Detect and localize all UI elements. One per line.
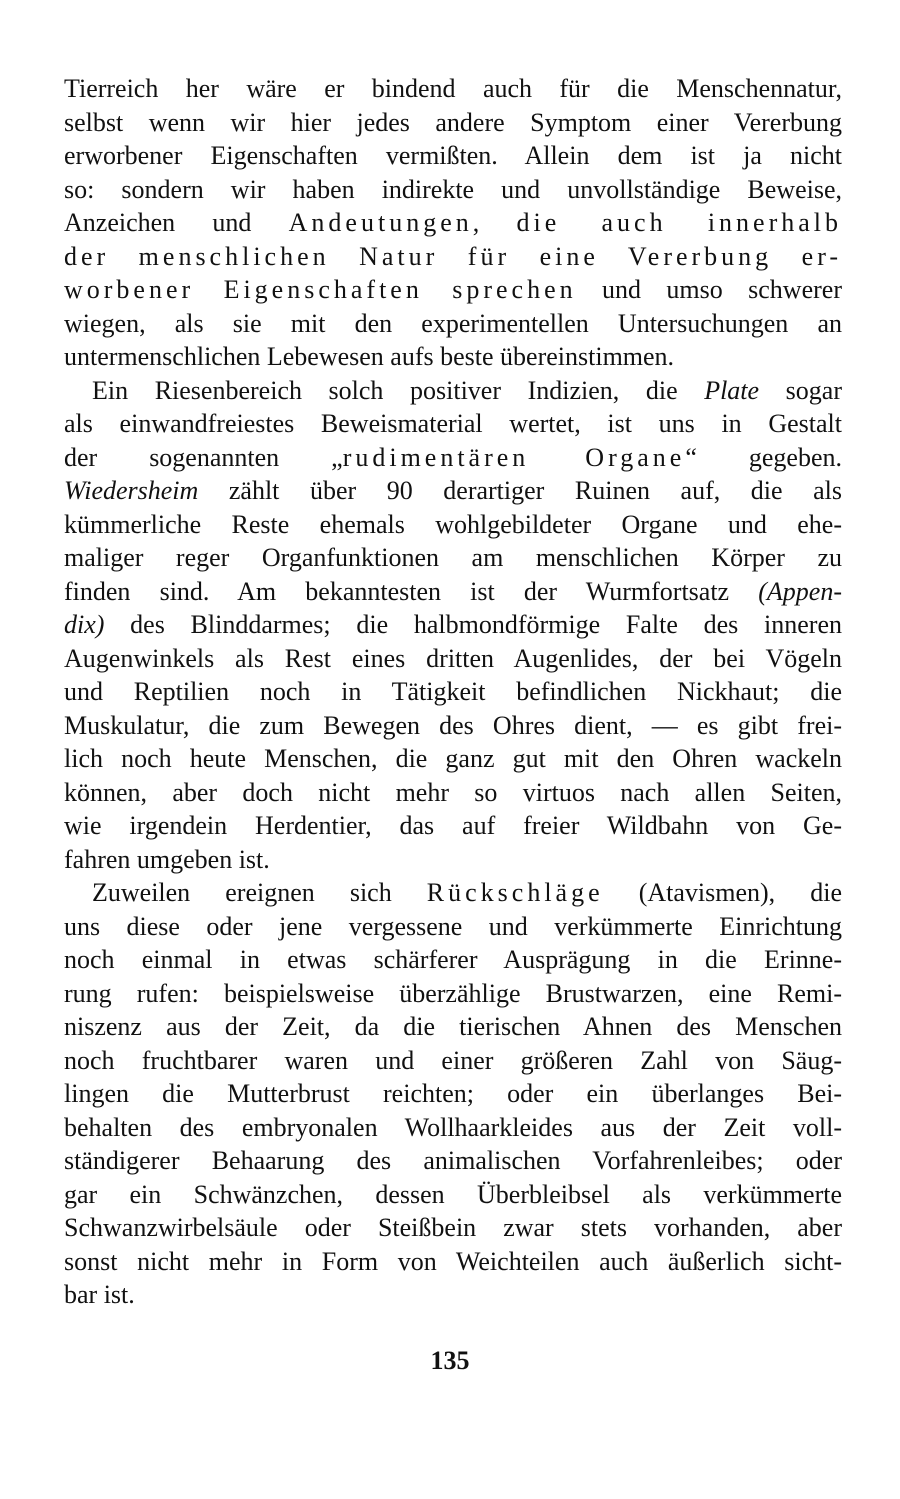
- text-line: [64, 474, 842, 508]
- text-line: [64, 608, 842, 642]
- text-run: und umso schwerer: [576, 275, 842, 304]
- page-number: 135: [430, 1346, 470, 1375]
- text-run: bar ist.: [64, 1280, 135, 1309]
- text-line: [64, 1245, 842, 1279]
- text-line: [64, 307, 842, 341]
- spaced-text: Andeutungen: [288, 208, 473, 237]
- text-line: [64, 508, 842, 542]
- text-run: noch fruchtbarer waren und einer größeren Zahl von Säug-: [64, 1045, 842, 1075]
- text-run: gar ein Schwänzchen, dessen Überbleibsel als verkümmerte: [64, 1179, 842, 1209]
- text-run: lich noch heute Menschen, die ganz gut mit den Ohren wackeln: [64, 744, 842, 773]
- text-line: [64, 675, 842, 709]
- text-run: fahren umgeben ist.: [64, 844, 270, 874]
- text-line: [64, 106, 842, 140]
- text-line: [64, 809, 842, 843]
- text-run: wiegen, als sie mit den experimentellen Untersuchungen an: [64, 308, 842, 338]
- spaced-text: rudimentären Organe: [342, 442, 686, 472]
- text-run: noch einmal in etwas schärferer Ausprägung in die Erinne-: [64, 945, 842, 974]
- text-line: [64, 742, 842, 776]
- text-line: [64, 709, 842, 743]
- text-run: behalten des embryonalen Wollhaarkleides aus der Zeit voll-: [64, 1112, 842, 1142]
- text-run: des Blinddarmes; die halbmondförmige Falte des inneren: [104, 610, 842, 639]
- text-line: [64, 776, 842, 810]
- italic-text: Plate: [704, 375, 760, 405]
- text-line: [64, 943, 842, 977]
- text-line: [64, 910, 842, 944]
- text-line: [64, 642, 842, 676]
- text-run: Muskulatur, die zum Bewegen des Ohres dient, — es gibt frei-: [64, 710, 842, 740]
- text-line: [64, 441, 842, 475]
- text-line: [64, 273, 842, 307]
- text-run: Schwanzwirbelsäule oder Steißbein zwar stets vorhanden, aber: [64, 1213, 842, 1242]
- text-line: [64, 1144, 842, 1178]
- text-line: [64, 1111, 842, 1145]
- text-line: [64, 843, 842, 877]
- text-line: [64, 1211, 842, 1245]
- text-line: [64, 575, 842, 609]
- text-run: erworbener Eigenschaften vermißten. Allein dem ist ja nicht: [64, 141, 842, 170]
- text-run: “ gegeben.: [685, 442, 842, 472]
- text-run: als einwandfreiestes Beweismaterial wertet, ist uns in Gestalt: [64, 409, 842, 438]
- text-line: [64, 173, 842, 207]
- text-line: [64, 206, 842, 240]
- text-run: so: sondern wir haben indirekte und unvollständige Beweise,: [64, 174, 842, 204]
- text-line: [64, 876, 842, 910]
- text-line: [64, 340, 842, 374]
- text-run: ständigerer Behaarung des animalischen Vorfahrenleibes; oder: [64, 1146, 842, 1175]
- text-run: selbst wenn wir hier jedes andere Symptom einer Vererbung: [64, 107, 842, 137]
- text-run: sogar: [759, 375, 842, 405]
- text-run: können, aber doch nicht mehr so virtuos nach allen Seiten,: [64, 777, 842, 807]
- text-run: finden sind. Am bekanntesten ist der Wurmfortsatz: [64, 576, 759, 606]
- text-run: sonst nicht mehr in Form von Weichteilen auch äußerlich sicht-: [64, 1246, 842, 1276]
- text-run: der sogenannten „: [64, 442, 343, 472]
- spaced-text: worbener Eigenschaften sprechen: [64, 275, 577, 304]
- text-line: [64, 541, 842, 575]
- text-line: [64, 1010, 842, 1044]
- text-run: lingen die Mutterbrust reichten; oder ein überlanges Bei-: [64, 1079, 842, 1108]
- text-run: niszenz aus der Zeit, da die tierischen Ahnen des Menschen: [64, 1012, 842, 1041]
- spaced-text: Rückschläge: [426, 878, 604, 907]
- text-line: [64, 1044, 842, 1078]
- italic-text: (Appen-: [758, 576, 842, 606]
- text-run: Augenwinkels als Rest eines dritten Augenlides, der bei Vögeln: [64, 643, 842, 673]
- text-line: [64, 240, 842, 274]
- text-line: [64, 977, 842, 1011]
- italic-text: dix): [64, 610, 105, 639]
- spaced-text: die auch innerhalb: [516, 208, 842, 237]
- body-text: [64, 72, 842, 1312]
- text-run: Anzeichen und: [64, 208, 289, 237]
- text-run: (Atavismen), die: [603, 878, 842, 907]
- spaced-text: der menschlichen Natur für eine Vererbung er-: [64, 241, 842, 271]
- text-run: kümmerliche Reste ehemals wohlgebildeter Organe und ehe-: [64, 509, 842, 539]
- text-run: maliger reger Organfunktionen am menschlichen Körper zu: [64, 543, 842, 572]
- text-line: [64, 139, 842, 173]
- text-run: zählt über 90 derartiger Ruinen auf, die als: [198, 476, 842, 505]
- text-run: uns diese oder jene vergessene und verkümmerte Einrichtung: [64, 911, 842, 941]
- italic-text: Wiedersheim: [64, 476, 199, 505]
- text-line: [64, 72, 842, 106]
- text-run: wie irgendein Herdentier, das auf freier Wildbahn von Ge-: [64, 811, 842, 840]
- text-run: untermenschlichen Lebewesen aufs beste übereinstimmen.: [64, 342, 675, 371]
- text-run: Tierreich her wäre er bindend auch für die Menschennatur,: [64, 74, 842, 103]
- text-line: [64, 1077, 842, 1111]
- text-run: Zuweilen ereignen sich: [92, 878, 427, 907]
- text-line: [64, 374, 842, 408]
- text-line: [64, 1278, 842, 1312]
- text-line: [64, 407, 842, 441]
- text-line: [64, 1178, 842, 1212]
- text-run: Ein Riesenbereich solch positiver Indizien, die: [92, 375, 705, 405]
- text-run: und Reptilien noch in Tätigkeit befindlichen Nickhaut; die: [64, 677, 842, 706]
- text-run: ,: [472, 208, 517, 237]
- text-run: rung rufen: beispielsweise überzählige Brustwarzen, eine Remi-: [64, 978, 842, 1008]
